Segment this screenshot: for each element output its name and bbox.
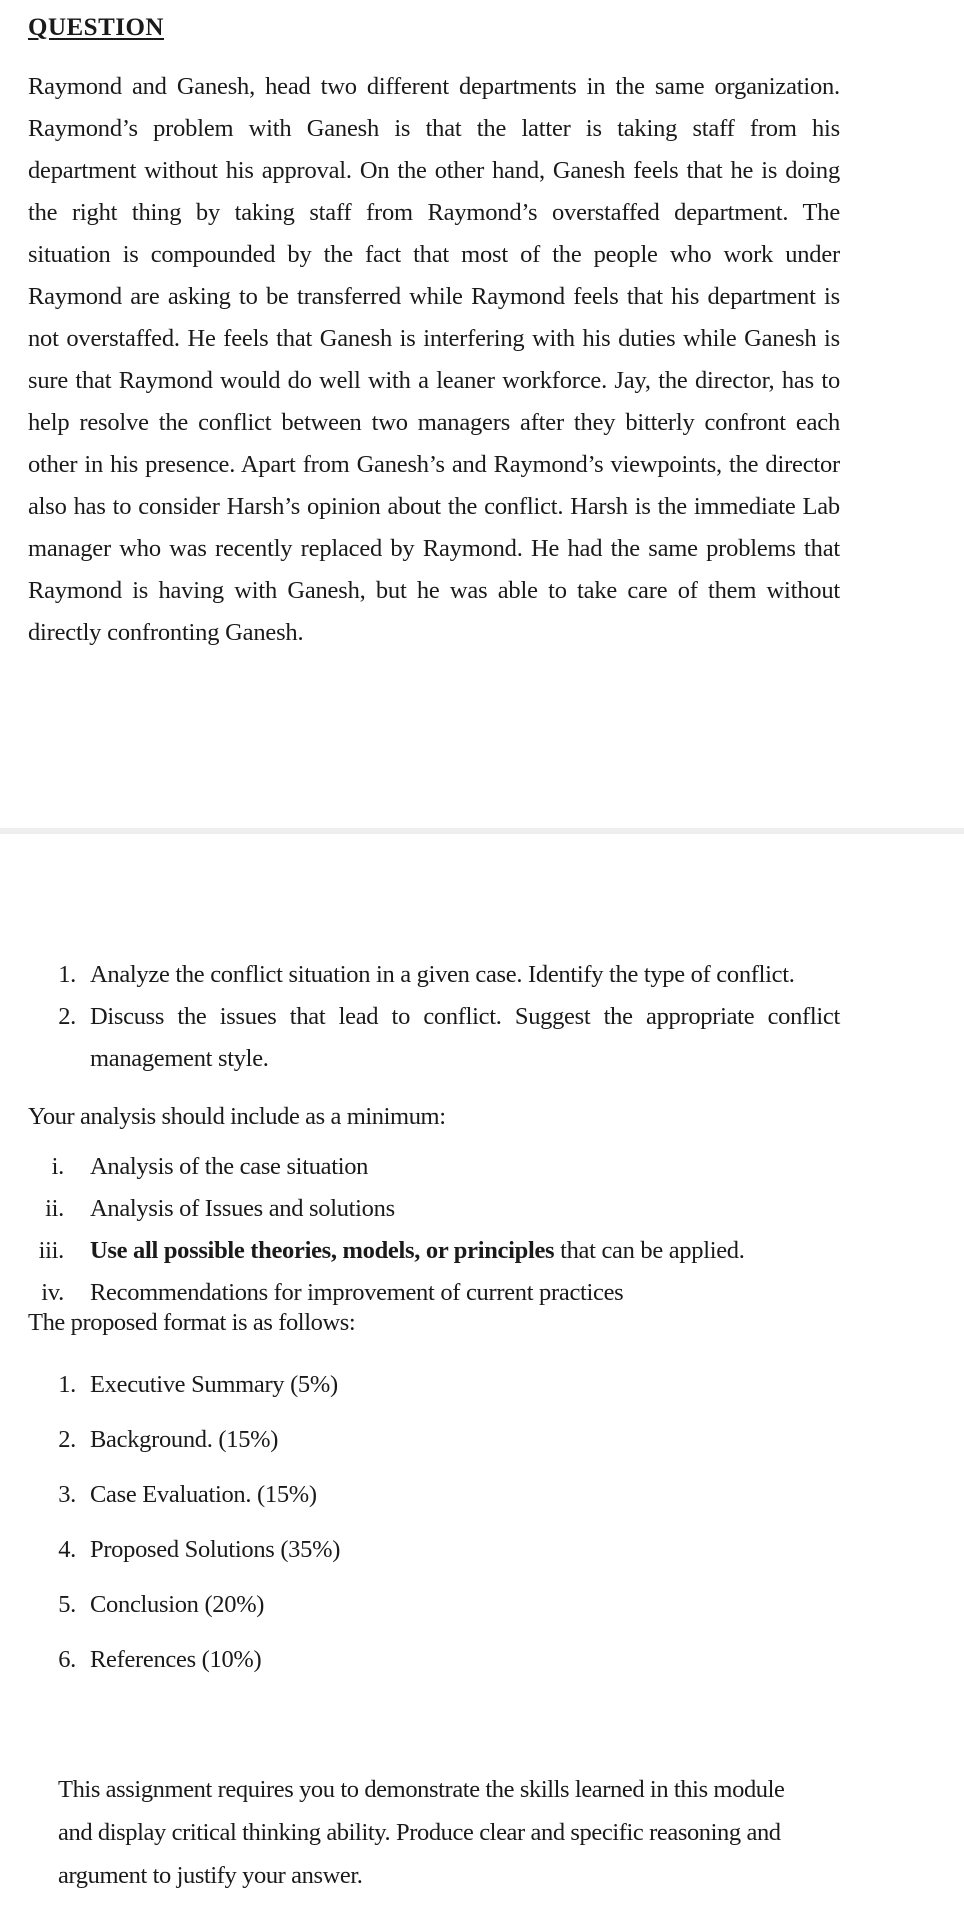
list-plain-text: Analysis of the case situation <box>90 1153 369 1180</box>
list-number: 1. <box>58 961 76 988</box>
list-plain-text: that can be applied. <box>554 1237 745 1264</box>
question-list <box>28 954 840 1080</box>
format-label: The proposed format is as follows: <box>28 1309 356 1336</box>
list-number: iii. <box>38 1237 64 1264</box>
list-text: Proposed Solutions (35%) <box>90 1536 341 1563</box>
list-item <box>28 1584 840 1639</box>
list-number: 2. <box>58 1003 76 1030</box>
list-text: Case Evaluation. (15%) <box>90 1481 317 1508</box>
list-number: 5. <box>58 1591 76 1618</box>
list-item <box>28 1639 840 1694</box>
list-text: Discuss the issues that lead to conflict. Suggest the appropriate conflict management style. <box>90 1003 840 1072</box>
list-item <box>28 996 840 1080</box>
instructions-page <box>0 834 964 1920</box>
list-number: 1. <box>58 1371 76 1398</box>
list-text <box>90 1230 745 1272</box>
case-paragraph: Raymond and Ganesh, head two different departments in the same organization. Raymond’s problem with Ganesh is that the latter is taking staff from his department without his approval. On the other hand, Ganesh feels that he is doing the right thing by taking staff from Raymond’s overstaffed department. The situation is compounded by the fact that most of the people who work under Raymond are asking to be transferred while Raymond feels that his department is not overstaffed. He feels that Ganesh is interfering with his duties while Ganesh is sure that Raymond would do well with a leaner workforce. Jay, the director, has to help resolve the conflict between two managers after they bitterly confront each other in his presence. Apart from Ganesh’s and Raymond’s viewpoints, the director also has to consider Harsh’s opinion about the conflict. Harsh is the immediate Lab manager who was recently replaced by Raymond. He had the same problems that Raymond is having with Ganesh, but he was able to take care of them without directly confronting Ganesh. <box>28 73 840 646</box>
list-plain-text: Recommendations for improvement of current practices <box>90 1279 624 1306</box>
list-item <box>28 954 840 996</box>
list-number: 6. <box>58 1646 76 1673</box>
list-item <box>28 1419 840 1474</box>
question-heading: QUESTION <box>28 14 164 41</box>
list-text <box>90 1188 395 1230</box>
list-number: ii. <box>45 1195 64 1222</box>
list-number: 3. <box>58 1481 76 1508</box>
minimum-requirements-list <box>28 1146 840 1314</box>
list-item <box>28 1146 840 1188</box>
minimum-requirements-label: Your analysis should include as a minimum: <box>28 1103 446 1130</box>
list-text <box>90 1146 368 1188</box>
list-text: Executive Summary (5%) <box>90 1371 338 1398</box>
list-text: Analyze the conflict situation in a given case. Identify the type of conflict. <box>90 961 795 988</box>
list-text: References (10%) <box>90 1646 262 1673</box>
format-list <box>28 1364 840 1694</box>
list-plain-text: Analysis of Issues and solutions <box>90 1195 395 1222</box>
list-item <box>28 1474 840 1529</box>
list-number: iv. <box>41 1279 64 1306</box>
list-bold-text: Use all possible theories, models, or principles <box>90 1237 555 1264</box>
list-text: Conclusion (20%) <box>90 1591 265 1618</box>
case-page <box>0 0 964 828</box>
list-item <box>28 1529 840 1584</box>
list-item <box>28 1230 840 1272</box>
list-number: 4. <box>58 1536 76 1563</box>
list-text: Background. (15%) <box>90 1426 279 1453</box>
list-number: i. <box>51 1153 64 1180</box>
list-number: 2. <box>58 1426 76 1453</box>
closing-paragraph: This assignment requires you to demonstrate the skills learned in this module and display critical thinking ability. Produce clear and specific reasoning and argument to justify your answer. <box>58 1776 785 1889</box>
list-item <box>28 1188 840 1230</box>
list-item <box>28 1364 840 1419</box>
